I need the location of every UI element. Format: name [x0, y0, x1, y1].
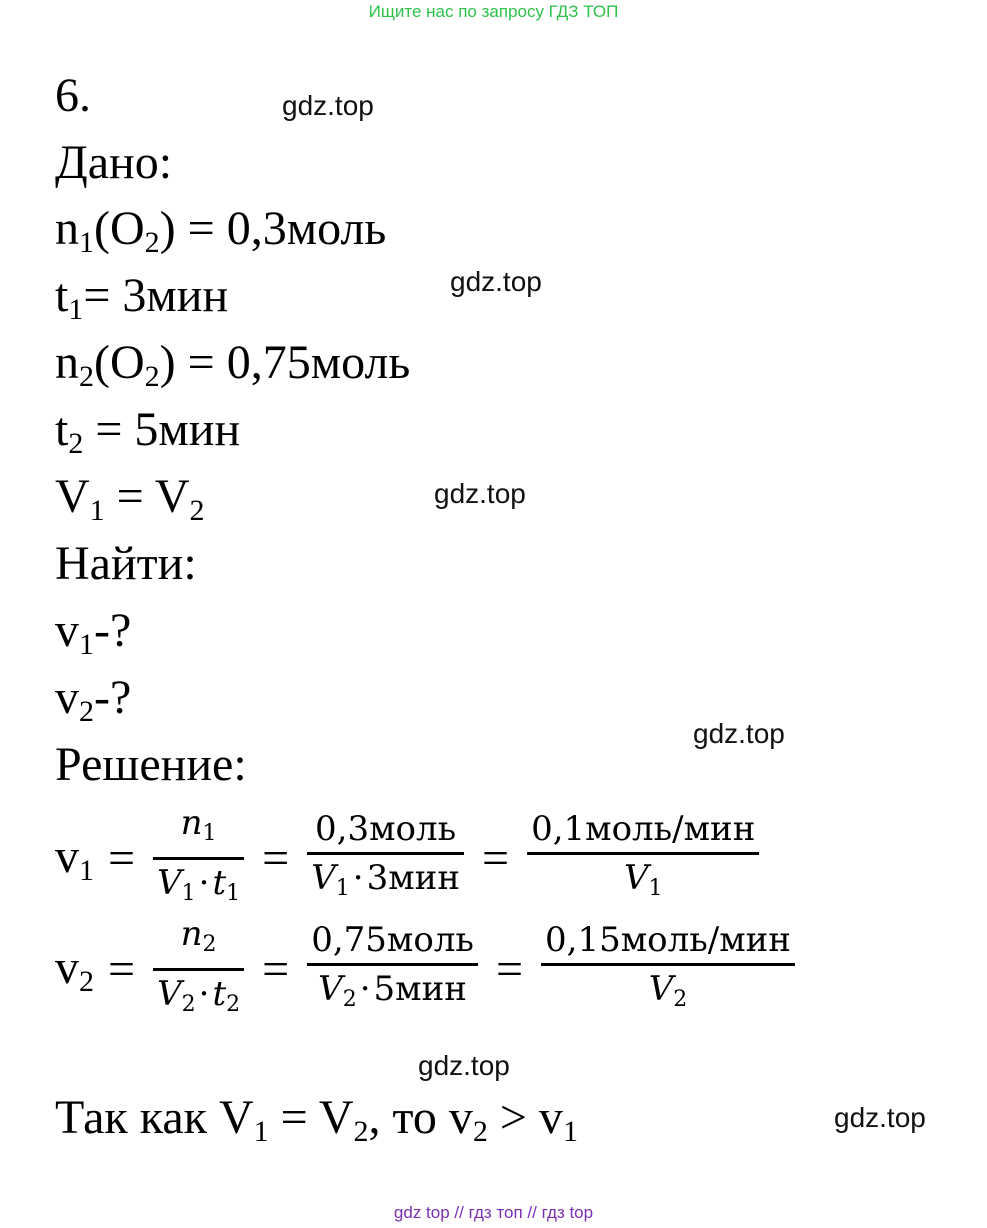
given-n1: $n_1(O_2)$ = 0,3моль: [55, 202, 387, 259]
equation-v1: $v_1$ = $\frac{n1}{V1\cdot t1}$ = $\frac{\text{0,3моль}}{\text{V1·3мин}}$ = $\frac{\text{0,1моль/мин}}{V1}$: [55, 800, 763, 917]
footer-links: gdz top // гдз топ // гдз top: [393, 1203, 594, 1222]
given-volume-equality: $V_1 = V_2$: [55, 470, 205, 527]
equation-v2: $v_2$ = $\frac{n2}{V2\cdot t2}$ = $\frac{\text{0,75моль}}{\text{V2·5мин}}$ = $\frac{\text{0,15моль/мин}}{V2}$: [55, 911, 799, 1028]
given-t1: $t_1= 3мин$: [55, 269, 229, 326]
find-v2: $v_2-$?: [55, 671, 132, 728]
given-heading: Дано:: [55, 136, 173, 189]
problem-number: 6.: [55, 69, 91, 122]
eq1-fraction-1: $\frac{n1}{V1\cdot t1}$: [153, 800, 244, 917]
eq1-lhs: $v_1$: [55, 830, 94, 887]
eq1-fraction-2: $\frac{\text{0,3моль}}{\text{V1·3мин}}$: [307, 806, 464, 912]
watermark: gdz.top: [693, 718, 785, 749]
find-v1: $v_1-$?: [55, 604, 132, 661]
find-heading: Найти:: [55, 537, 197, 590]
eq2-fraction-1: $\frac{n2}{V2\cdot t2}$: [153, 911, 244, 1028]
given-n2: $n_2(O_2)$ = 0,75моль: [55, 336, 411, 393]
watermark: gdz.top: [418, 1050, 510, 1081]
eq2-fraction-2: $\frac{\text{0,75моль}}{\text{V2·5мин}}$: [307, 917, 478, 1023]
watermark: gdz.top: [450, 266, 542, 297]
eq2-fraction-3: $\frac{\text{0,15моль/мин}}{V2}$: [541, 917, 795, 1023]
watermark: gdz.top: [282, 90, 374, 121]
eq2-lhs: $v_2$: [55, 941, 94, 998]
eq1-fraction-3: $\frac{\text{0,1моль/мин}}{V1}$: [527, 806, 759, 912]
watermark: gdz.top: [834, 1102, 926, 1133]
solution-heading: Решение:: [55, 738, 247, 791]
given-t2: $t_2 = 5мин$: [55, 403, 241, 460]
top-banner: Ищите нас по запросу ГДЗ ТОП: [368, 2, 619, 21]
watermark: gdz.top: [434, 478, 526, 509]
conclusion: Так как $V_1 = V_2$, то $v_2 > v_1$: [55, 1091, 578, 1148]
